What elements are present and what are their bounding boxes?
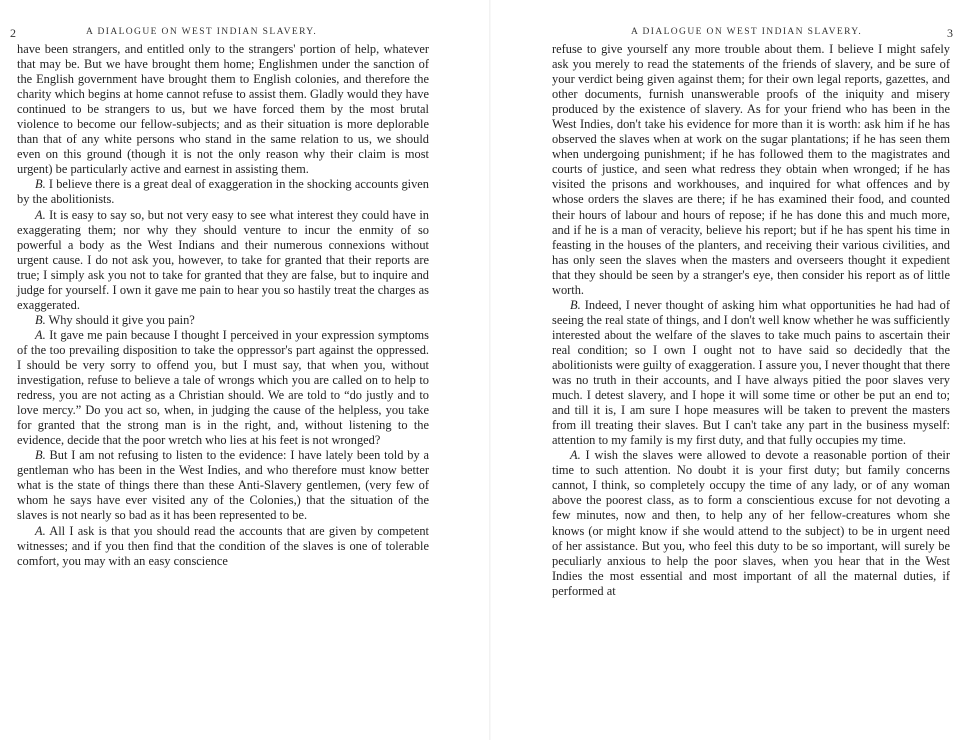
speaker-label: A. bbox=[35, 327, 46, 342]
page-body bbox=[17, 42, 429, 569]
speaker-label: B. bbox=[570, 297, 581, 312]
speaker-label: B. bbox=[35, 312, 46, 327]
paragraph bbox=[552, 448, 950, 598]
speaker-label: A. bbox=[35, 207, 46, 222]
right-page bbox=[490, 0, 980, 740]
speaker-label: B. bbox=[35, 448, 46, 463]
paragraph-text: Why should it give you pain? bbox=[45, 312, 195, 327]
paragraph-text: refuse to give yourself any more trouble about them. I believe I might safely ask you merely to read the statements of the friends of slavery, and be sure of your verdict being given against them; for their own legal reports, gazettes, and other documents, furnish unanswerable proofs of the iniquity and misery produced by the existence of slavery. As for your friend who has been in the West Indies, don't take his evidence for more than it is worth: ask him if he has observed the slaves when at work on the sugar plantations; if he has seen them when undergoing punishment; if he has followed them to the magistrates and courts of justice, and seen what redress they obtain when wronged; if he has visited the prisons and workhouses, and inquired for what offences and by whose orders the slaves are there; if he has examined their food, and counted their hours of labour and hours of repose; if he has done this and much more, and if he is a man of veracity, believe his report; but if he has spent his time in feasting in the houses of the planters, and receiving their various civilities, and has only seen the slaves when the masters and overseers thought it expedient that they should be seen by a stranger's eye, then consider his report as of little worth. bbox=[552, 42, 950, 297]
paragraph-text: Indeed, I never thought of asking him what opportunities he had had of seeing the real state of things, and I don't well know whether he was sufficiently interested about the welfare of the slaves to take much pains to ascertain their real condition; so I own I ought not to have said so decidedly that the abolitionists were guilty of exaggeration. I assure you, I never thought that there was no truth in their accounts, and I have always pitied the poor slaves very much. I detest slavery, and I hope it will some time or other be put an end to; and till it is, I am sure I hope measures will be taken to prevent the masters from ill treating their slaves. But I can't take any part in the business myself: attention to my family is my first duty, and that fully occupies my time. bbox=[552, 297, 950, 448]
paragraph bbox=[552, 298, 950, 448]
paragraph-text: It is easy to say so, but not very easy to see what interest they could have in exaggerating them; nor why they should venture to incur the enmity of so powerful a body as the West Indians and their numerous connexions without urgent cause. I do not ask you, however, to take for granted that their reports are true; I simply ask you not to take for granted that they are false, but to inquire and judge for yourself. I own it gave me pain to hear you so hastily treat the charges as exaggerated. bbox=[17, 207, 429, 312]
paragraph bbox=[17, 313, 429, 328]
paragraph-text: But I am not refusing to listen to the evidence: I have lately been told by a gentleman who has been in the West Indies, and who therefore must know better what is the state of things there than these Anti-Slavery gentlemen, (very few of whom he says have ever visited any of the Colonies,) that the situation of the slaves is not nearly so bad as it has been represented to be. bbox=[17, 448, 429, 523]
paragraph bbox=[552, 42, 950, 298]
paragraph-text: I believe there is a great deal of exaggeration in the shocking accounts given by the abolitionists. bbox=[17, 177, 429, 207]
speaker-label: B. bbox=[35, 177, 46, 192]
page-number: 3 bbox=[947, 26, 953, 40]
paragraph-text: I wish the slaves were allowed to devote a reasonable portion of their time to such attention. No doubt it is your first duty; but family concerns cannot, I think, so completely occupy the time of any lady, or of any woman above the poorest class, as to form a conscientious excuse for not devoting a few minutes, now and then, to help any of her fellow-creatures whom she knows (or might know if she would attend to the subject) to be in urgent need of her assistance. But you, who feel this duty to be so important, will surely be peculiarly anxious to help the poor slaves, when you hear that in the West Indies the most essential and most important of all the maternal duties, if performed at bbox=[552, 448, 950, 598]
paragraph bbox=[17, 448, 429, 523]
paragraph-text: It gave me pain because I thought I perceived in your expression symptoms of the too prevailing disposition to take the oppressor's part against the oppressed. I should be very sorry to offend you, but I must say, that when you, without investigation, refuse to believe a tale of wrongs which you are called on to help to redress, you are not acting as a Christian should. We are told to “do justly and to love mercy.” Do you act so, when, in judging the cause of the helpless, you take for granted that the strong man is in the right, and, without listening to the evidence, decide that the poor wretch who lies at his feet is not wronged? bbox=[17, 327, 429, 448]
paragraph bbox=[17, 208, 429, 313]
running-head: A DIALOGUE ON WEST INDIAN SLAVERY. bbox=[631, 27, 863, 37]
paragraph bbox=[17, 328, 429, 448]
paragraph-text: All I ask is that you should read the accounts that are given by competent witnesses; and if you then find that the condition of the slaves is one of tolerable comfort, you may with an easy conscience bbox=[17, 523, 429, 568]
paragraph-text: have been strangers, and entitled only to the strangers' portion of help, whatever that may be. But we have brought them home; Englishmen under the sanction of the English government have brought them to English colonies, and therefore the charity which begins at home cannot refuse to assist them. Gladly would they have continued to be strangers to us, but we have forced them by the most brutal violence to become our fellow-subjects; and as their situation is more deplorable than that of any white persons who stand in the same relation to us, we should even on this ground (though it is not the only reason why their claim is most urgent) be particularly active and earnest in assisting them. bbox=[17, 42, 429, 177]
page-number: 2 bbox=[10, 26, 16, 40]
paragraph bbox=[17, 42, 429, 177]
running-head: A DIALOGUE ON WEST INDIAN SLAVERY. bbox=[86, 27, 318, 37]
speaker-label: A. bbox=[35, 523, 46, 538]
paragraph bbox=[17, 524, 429, 569]
page-body bbox=[552, 42, 950, 599]
speaker-label: A. bbox=[570, 448, 581, 463]
paragraph bbox=[17, 177, 429, 207]
